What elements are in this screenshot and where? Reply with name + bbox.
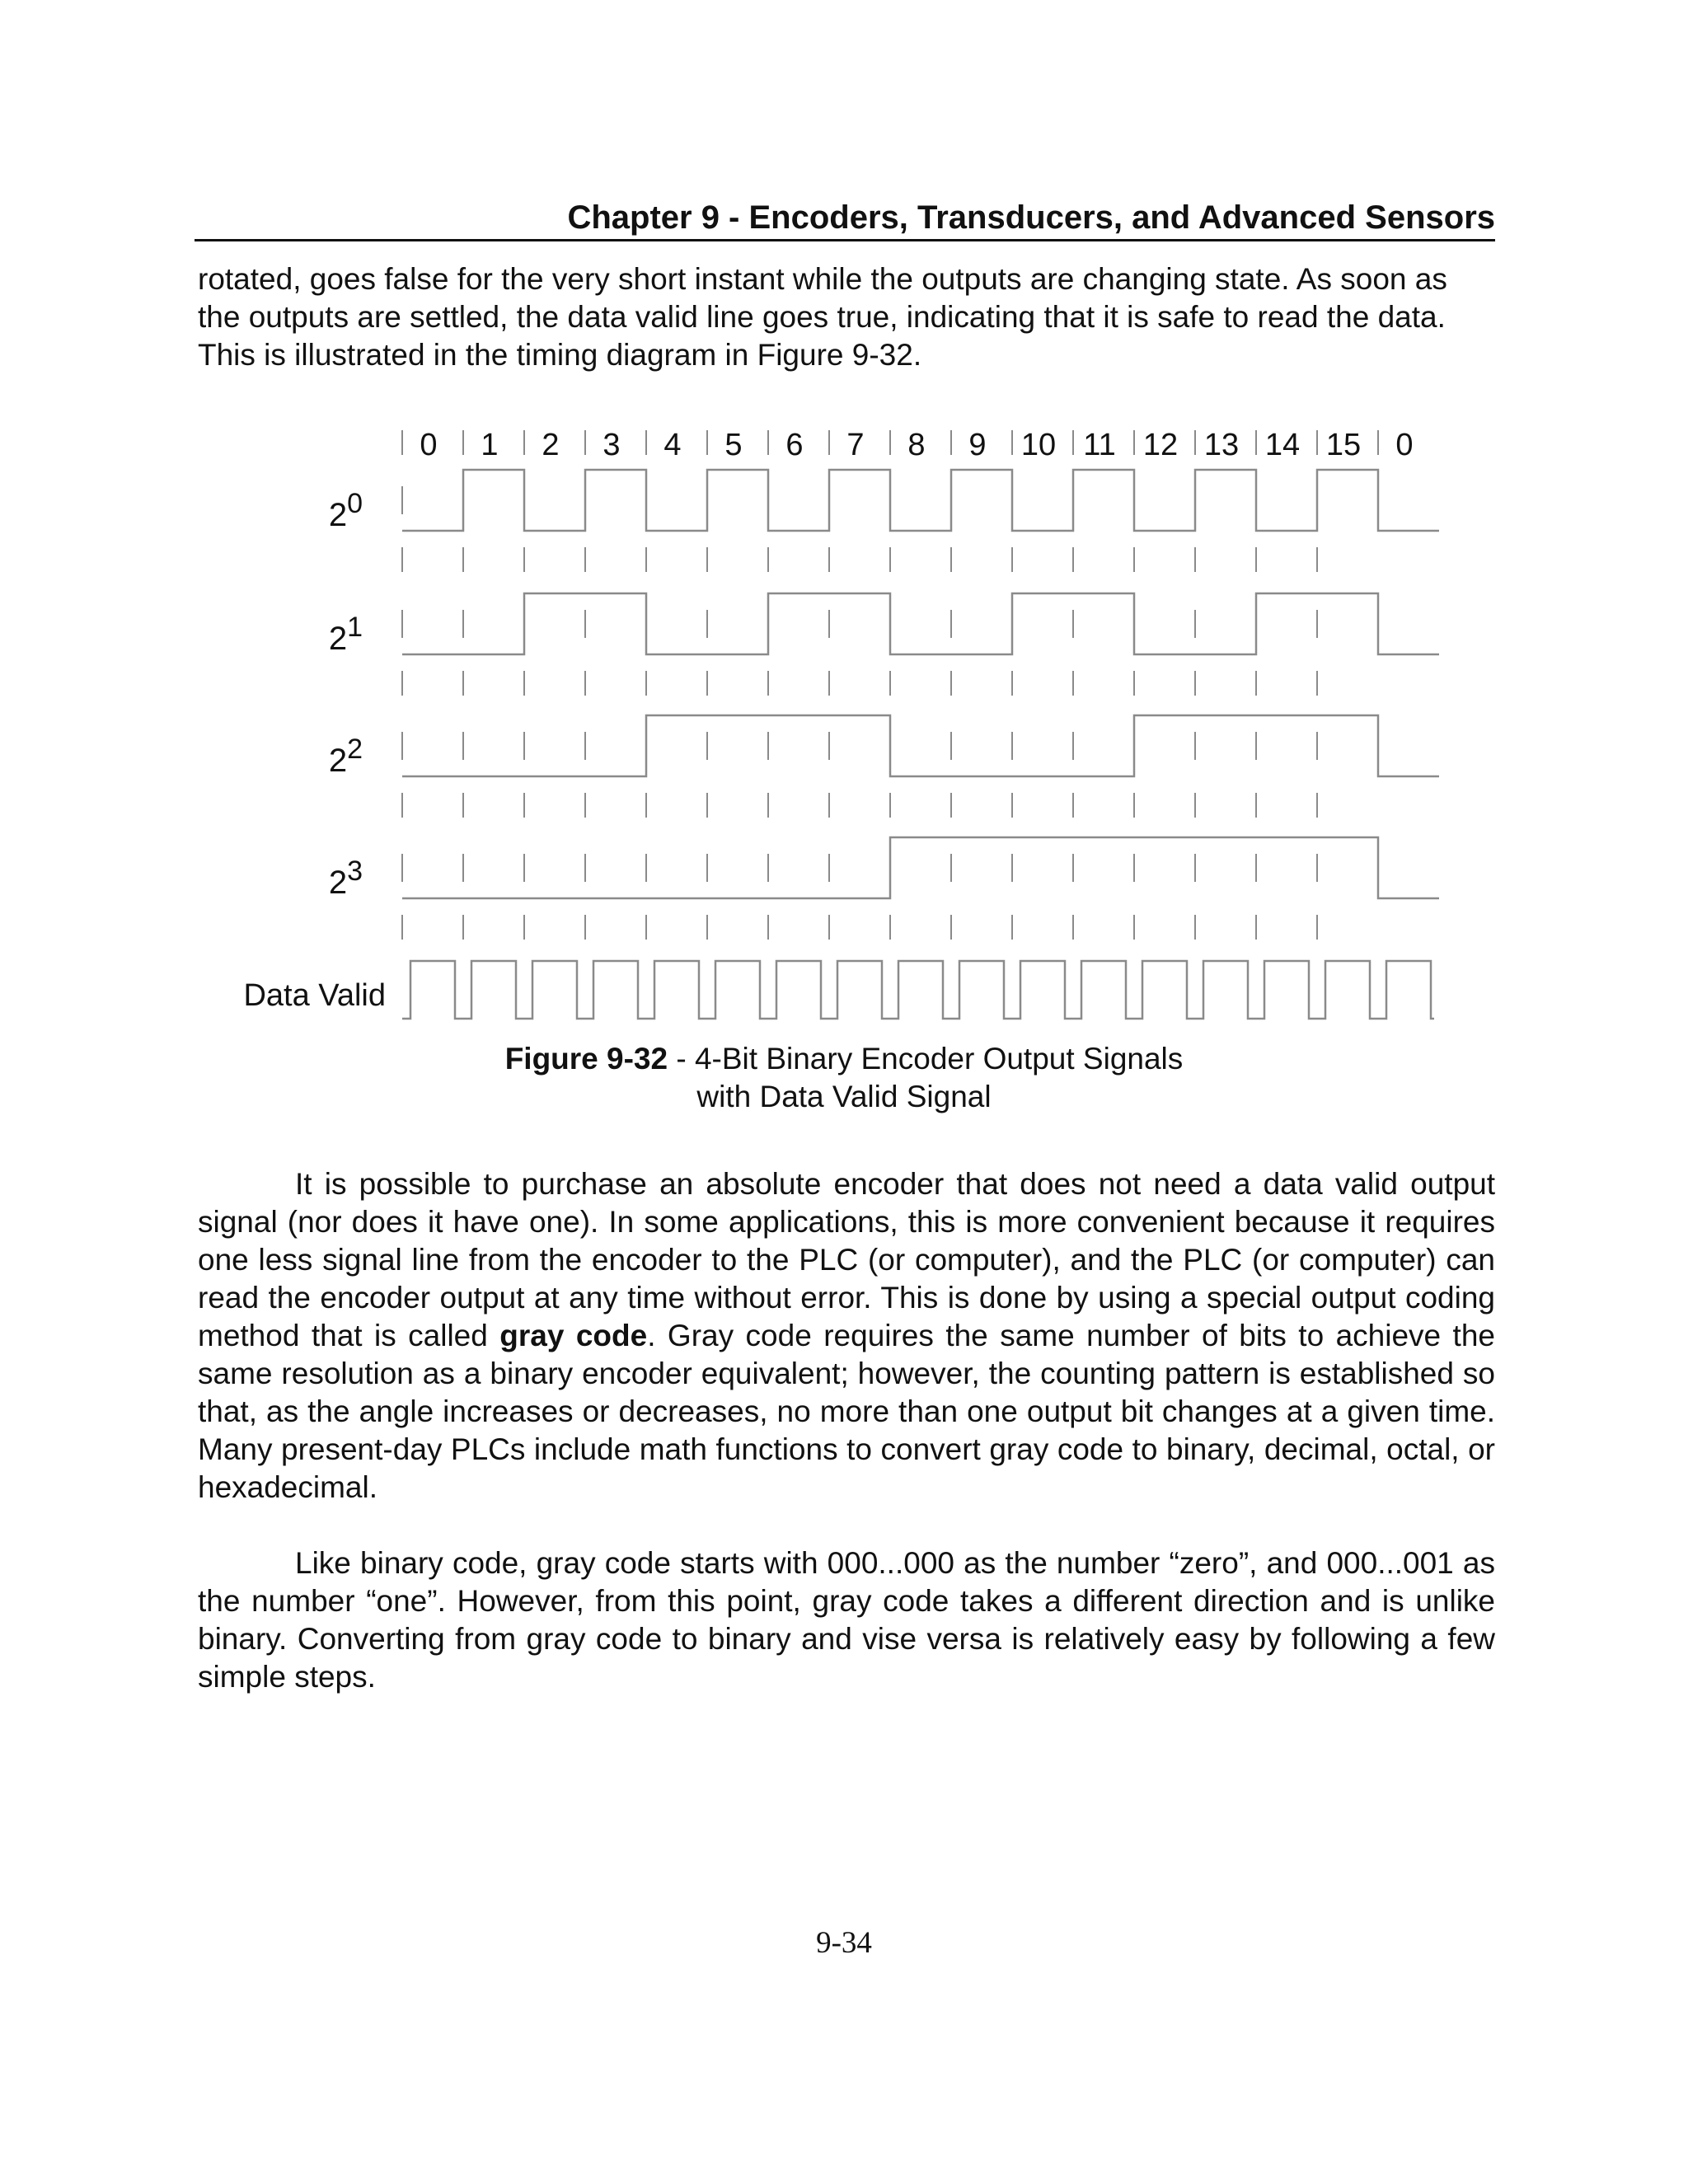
waveform-2-0: [402, 470, 1439, 531]
p2-text-after: . Gray code requires the same number of bits to achieve the same resolution as a binary encoder equivalent; however, the counting pattern is established so that, as the angle increases or decreases, no more than one output bit changes at a given time. Many present-day PLCs include math functions to convert gray code to binary, decimal, octal, or hexadecimal.: [198, 1319, 1495, 1504]
period-label: 9: [968, 428, 987, 462]
period-label: 0: [420, 428, 438, 462]
figure-label: Figure 9-32: [504, 1042, 668, 1076]
period-label: 5: [724, 428, 743, 462]
period-label: 6: [785, 428, 804, 462]
page-number: 9-34: [816, 1926, 872, 1960]
period-label: 4: [663, 428, 682, 462]
figure-title-line1: - 4-Bit Binary Encoder Output Signals: [668, 1042, 1184, 1076]
intro-paragraph: rotated, goes false for the very short instant while the outputs are changing state. As soon as the outputs are settled, the data valid line goes true, indicating that it is safe to read the data. This is illustrated in the timing diagram in Figure 9-32.: [198, 262, 1447, 372]
figure-title-line2: with Data Valid Signal: [696, 1080, 992, 1113]
gray-code-term: gray code: [499, 1319, 648, 1352]
signal-label-2-2: $2^2$: [328, 733, 363, 779]
period-label: 2: [542, 428, 560, 462]
signal-label-2-1: $2^1$: [328, 612, 363, 657]
period-label: 8: [907, 428, 926, 462]
period-label: 11: [1083, 428, 1116, 462]
period-label: 0: [1395, 428, 1414, 462]
period-label: 7: [846, 428, 865, 462]
signal-label-2-3: $2^3$: [328, 855, 363, 901]
chapter-header: Chapter 9 - Encoders, Transducers, and Advanced Sensors: [195, 198, 1495, 241]
period-label: 14: [1264, 428, 1301, 462]
period-label: 3: [603, 428, 621, 462]
signal-label-2-0: $2^0$: [328, 488, 363, 533]
period-label: 15: [1325, 428, 1362, 462]
waveform-2-2: [402, 715, 1439, 776]
data-valid-label: Data Valid: [243, 978, 386, 1013]
period-label: 1: [481, 428, 499, 462]
period-label: 13: [1203, 428, 1240, 462]
period-label: 10: [1020, 428, 1057, 462]
paragraph-gray-code-conversion: Like binary code, gray code starts with 000...000 as the number “zero”, and 000...001 as the number “one”. However, from this point, gray code takes a different direction and is unlike binary. Converting from gray code to binary and vise versa is relatively easy by following a few simple steps.: [198, 1546, 1495, 1694]
period-label: 12: [1142, 428, 1179, 462]
waveform-2-3: [402, 837, 1439, 898]
figure-caption: [349, 1040, 1339, 1116]
waveform-data-valid: [402, 961, 1434, 1019]
p2-text-before: It is possible to purchase an absolute encoder that does not need a data valid output signal (nor does it have one). In some applications, this is more convenient because it requires one less signal line from the encoder to the PLC (or computer), and the PLC (or computer) can read the encoder output at any time without error. This is done by using a special output coding method that is called: [198, 1167, 1495, 1352]
paragraph-gray-code-intro: [198, 1165, 1495, 1507]
timing-diagram: [0, 396, 1688, 1038]
waveform-2-1: [402, 593, 1439, 654]
